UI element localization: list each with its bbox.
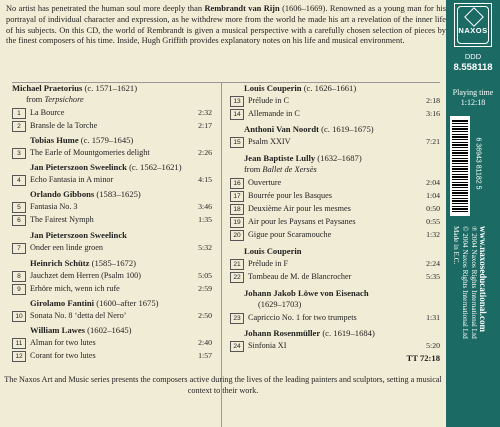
track-number: 2	[12, 121, 26, 132]
copyright-notice: © 2004 Naxos Rights International Ltd	[461, 226, 469, 339]
track-duration: 2:26	[198, 148, 212, 157]
track-title: Capriccio No. 1 for two trumpets	[248, 313, 357, 322]
track-number: 18	[230, 204, 244, 215]
barcode-bars	[452, 120, 468, 212]
track-title: Allemande in C	[248, 109, 300, 118]
track-row	[12, 120, 212, 131]
composer-heading: Louis Couperin	[244, 246, 302, 256]
track-title: Tombeau de M. de Blancrocher	[248, 272, 352, 281]
track-row	[230, 203, 440, 214]
track-row	[230, 190, 440, 201]
track-number: 15	[230, 137, 244, 148]
track-duration: 3:16	[426, 109, 440, 118]
track-duration: 1:32	[426, 230, 440, 239]
track-number: 12	[12, 351, 26, 362]
track-duration: 1:35	[198, 215, 212, 224]
composer-heading: Girolamo Fantini (1600–after 1675)	[30, 298, 159, 308]
track-row	[12, 242, 212, 253]
track-number: 14	[230, 109, 244, 120]
track-row	[12, 214, 212, 225]
track-row	[12, 174, 212, 185]
track-row	[12, 350, 212, 361]
track-number: 9	[12, 284, 26, 295]
track-duration: 2:17	[198, 121, 212, 130]
track-title: Bransle de la Torche	[30, 121, 98, 130]
track-duration: 1:04	[426, 191, 440, 200]
intro-text	[6, 4, 446, 47]
composer-heading: Jean Baptiste Lully (1632–1687)	[244, 153, 362, 163]
series-footer: The Naxos Art and Music series presents the composers active during the lives of the leading painters and sculptors, setting a musical context to their work.	[4, 375, 442, 395]
track-duration: 5:32	[198, 243, 212, 252]
track-duration: 2:40	[198, 338, 212, 347]
track-title: Onder een linde groen	[30, 243, 103, 252]
track-number: 24	[230, 341, 244, 352]
composer-heading: Michael Praetorius (c. 1571–1621)	[12, 83, 138, 93]
track-row	[12, 310, 212, 321]
track-number: 19	[230, 217, 244, 228]
copyright-phonogram: ℗ 2004 Naxos Rights International Ltd	[470, 226, 478, 339]
track-duration: 2:32	[198, 108, 212, 117]
track-row	[230, 108, 440, 119]
track-title: The Fairest Nymph	[30, 215, 94, 224]
track-title: Prélude in F	[248, 259, 289, 268]
track-number: 17	[230, 191, 244, 202]
track-title: Alman for two lutes	[30, 338, 96, 347]
track-number: 23	[230, 313, 244, 324]
track-duration: 7:21	[426, 137, 440, 146]
intro-artist-name: Rembrandt van Rijn	[204, 4, 280, 13]
track-number: 6	[12, 215, 26, 226]
track-number: 4	[12, 175, 26, 186]
track-number: 11	[12, 338, 26, 349]
barcode-icon	[450, 116, 470, 216]
track-number: 16	[230, 178, 244, 189]
track-duration: 0:55	[426, 217, 440, 226]
track-duration: 2:18	[426, 96, 440, 105]
track-number: 21	[230, 259, 244, 270]
track-duration: 5:05	[198, 271, 212, 280]
track-number: 5	[12, 202, 26, 213]
track-row	[12, 147, 212, 158]
track-number: 7	[12, 243, 26, 254]
logo-text: NAXOS	[458, 26, 488, 35]
composer-heading: Jan Pieterszoon Sweelinck	[30, 230, 127, 240]
track-row	[230, 229, 440, 240]
track-title: Psalm XXIV	[248, 137, 291, 146]
composer-dates: (1629–1703)	[258, 300, 302, 309]
track-title: Gigue pour Scaramouche	[248, 230, 332, 239]
track-title: Corant for two lutes	[30, 351, 96, 360]
track-duration: 2:24	[426, 259, 440, 268]
composer-heading: Heinrich Schütz (1585–1672)	[30, 258, 136, 268]
composer-heading: Jan Pieterszoon Sweelinck (c. 1562–1621)	[30, 162, 182, 172]
track-duration: 2:59	[198, 284, 212, 293]
track-duration: 5:35	[426, 272, 440, 281]
composer-heading: Johann Jakob Löwe von Eisenach	[244, 288, 369, 298]
track-title: Sinfonia XI	[248, 341, 287, 350]
composer-heading: Louis Couperin (c. 1626–1661)	[244, 83, 357, 93]
track-row	[12, 337, 212, 348]
total-time: TT 72:18	[406, 353, 440, 363]
track-title: Erhöre mich, wenn ich rufe	[30, 284, 120, 293]
track-duration: 1:31	[426, 313, 440, 322]
track-title: Ouverture	[248, 178, 282, 187]
composer-heading: Orlando Gibbons (1583–1625)	[30, 189, 141, 199]
track-row	[230, 95, 440, 106]
track-title: Echo Fantasia in A minor	[30, 175, 114, 184]
track-row	[230, 258, 440, 269]
track-row	[230, 312, 440, 323]
track-number: 22	[230, 272, 244, 283]
track-title: Bourrée pour les Basques	[248, 191, 332, 200]
catalog-number: 8.558118	[453, 62, 493, 73]
track-duration: 5:20	[426, 341, 440, 350]
naxos-logo	[454, 3, 492, 47]
track-row	[12, 283, 212, 294]
track-duration: 1:57	[198, 351, 212, 360]
track-title: Deuxième Air pour les mesmes	[248, 204, 351, 213]
ddd-label: DDD	[464, 52, 482, 61]
track-duration: 0:50	[426, 204, 440, 213]
work-source: from Ballet de Xersès	[244, 165, 317, 174]
track-title: Fantasia No. 3	[30, 202, 78, 211]
track-title: The Earle of Mountgomeries delight	[30, 148, 150, 157]
spine-panel	[446, 0, 500, 427]
composer-heading: Tobias Hume (c. 1579–1645)	[30, 135, 134, 145]
track-number: 13	[230, 96, 244, 107]
composer-heading: Johann Rosenmüller (c. 1619–1684)	[244, 328, 375, 338]
track-title: Air pour les Paysans et Paysanes	[248, 217, 356, 226]
made-in-label: Made in E.C.	[452, 226, 460, 265]
track-number: 3	[12, 148, 26, 159]
track-duration: 4:15	[198, 175, 212, 184]
track-number: 1	[12, 108, 26, 119]
intro-after: (1606–1669). Renowned as a young man for his portrayal of individual character and expression, as he withdrew more from the world he made his art a revelation of the inner life of his subjects. On this CD, the world of Rembrandt is given a musical perspective with a carefully chosen selection of pieces by the finest composers of his time. Inside, Hugh Griffith provides explanatory notes on his life and musical environment.	[6, 4, 446, 46]
track-title: Jauchzet dem Herren (Psalm 100)	[30, 271, 141, 280]
track-title: La Bource	[30, 108, 65, 117]
track-number: 10	[12, 311, 26, 322]
work-source: from Terpsichore	[26, 95, 84, 104]
intro-before: No artist has penetrated the human soul more deeply than	[6, 4, 205, 13]
barcode-number: 6 36943 81182 5	[474, 137, 482, 190]
track-duration: 2:50	[198, 311, 212, 320]
track-row	[12, 201, 212, 212]
website-url: www.naxoseducational.com	[478, 226, 488, 333]
composer-heading: Anthoni Van Noordt (c. 1619–1675)	[244, 124, 374, 134]
track-duration: 2:04	[426, 178, 440, 187]
track-row	[230, 271, 440, 282]
track-row	[230, 340, 440, 351]
track-title: Prélude in C	[248, 96, 289, 105]
track-number: 20	[230, 230, 244, 241]
track-row	[230, 136, 440, 147]
playing-time-label: Playing time	[452, 88, 494, 97]
track-number: 8	[12, 271, 26, 282]
composer-heading: William Lawes (1602–1645)	[30, 325, 132, 335]
track-title: Sonata No. 8 ‘detta del Nero’	[30, 311, 127, 320]
track-row	[12, 107, 212, 118]
track-duration: 3:46	[198, 202, 212, 211]
playing-time-value: 1:12:18	[460, 98, 486, 107]
track-row	[12, 270, 212, 281]
track-row	[230, 177, 440, 188]
track-row	[230, 216, 440, 227]
